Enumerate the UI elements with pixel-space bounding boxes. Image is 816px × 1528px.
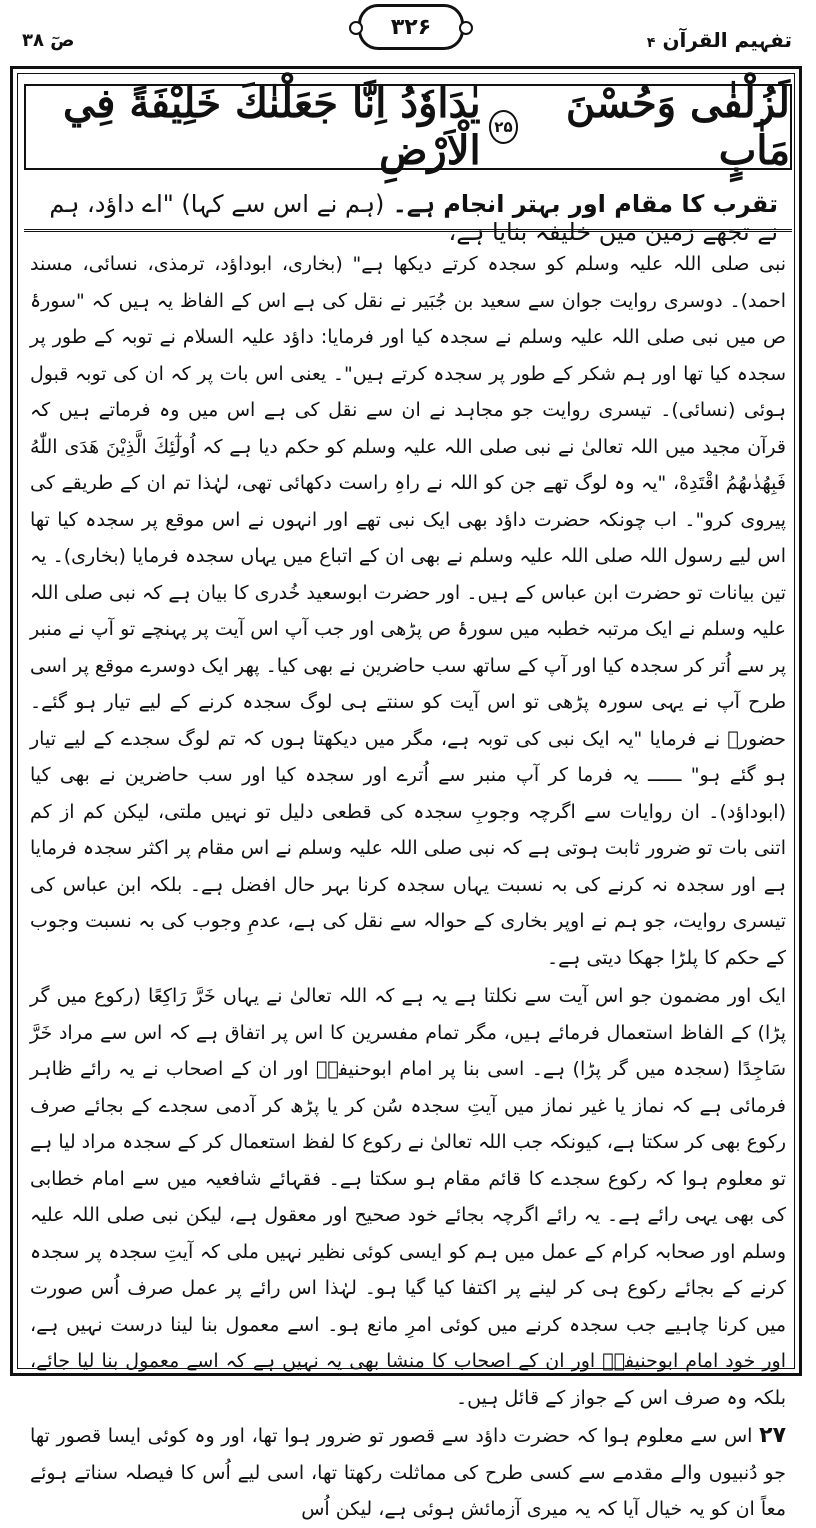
ayah-text-left: يٰدَاوٗدُ اِنَّا جَعَلْنٰكَ خَلِيْفَةً فِي الْاَرْضِ [62, 80, 481, 174]
surah-reference: صٓ ۳۸ [22, 30, 75, 51]
page-header [0, 0, 816, 70]
translation-text: تقرب کا مقام اور بہتر انجام ہے۔ [392, 190, 778, 218]
book-title [647, 28, 792, 52]
page-number: ۳۲۶ [358, 4, 464, 50]
translation-bracketed: (ہم نے اس سے کہا) "اے داؤد، ہم نے تجھے زمین میں خلیفہ بنایا ہے، [49, 190, 778, 246]
commentary-note [30, 1418, 786, 1528]
commentary-paragraph: اس سے معلوم ہوا کہ حضرت داؤد سے قصور تو ضرور ہوا تھا، اور وہ کوئی ایسا قصور تھا جو دُنبیوں والے مقدمے سے کسی طرح کی مماثلت رکھتا تھا، اسی لیے اُس کا فیصلہ سناتے ہوئے معاً ان کو یہ خیال آیا کہ یہ میری آزمائش ہوئی ہے، لیکن اُس [30, 1425, 786, 1520]
quran-ayah [24, 80, 792, 174]
book-title-text: تفہیم القرآن [662, 28, 792, 52]
volume-number: ۴ [646, 35, 656, 51]
ayah-number-marker: ۲۵ [489, 110, 519, 144]
translation-line [24, 184, 792, 246]
commentary-paragraph: نبی صلی اللہ علیہ وسلم کو سجدہ کرتے دیکھا ہے" (بخاری، ابوداؤد، ترمذی، نسائی، مسند احمد)۔ دوسری روایت جوان سے سعید بن جُبَیر نے نقل کی ہے اس کے الفاظ یہ ہیں کہ "سورۂ ص میں نبی صلی اللہ علیہ وسلم نے سجدہ کیا اور فرمایا: داؤد علیہ السلام نے توبہ کے طور پر سجدہ کیا تھا اور ہم شکر کے طور پر سجدہ کرتے ہیں"۔ یعنی اس بات پر کہ ان کی توبہ قبول ہوئی (نسائی)۔ تیسری روایت جو مجاہد نے ان سے نقل کی ہے اس میں وہ فرماتے ہیں کہ قرآن مجید میں اللہ تعالیٰ نے نبی صلی اللہ علیہ وسلم کو حکم دیا ہے کہ اُولٰٓئِكَ الَّذِيْنَ هَدَى اللّٰهُ فَبِهُدٰىهُمُ اقْتَدِهْ، "یہ وہ لوگ تھے جن کو اللہ نے راہِ راست دکھائی تھی، لہٰذا تم ان کے طریقے کی پیروی کرو"۔ اب چونکہ حضرت داؤد بھی ایک نبی تھے اور انہوں نے اس موقع پر سجدہ کیا تھا اس لیے رسول اللہ صلی اللہ علیہ وسلم نے بھی ان کے اتباع میں یہاں سجدہ فرمایا (بخاری)۔ یہ تین بیانات تو حضرت ابن عباس کے ہیں۔ اور حضرت ابوسعید خُدری کا بیان ہے کہ نبی صلی اللہ علیہ وسلم نے ایک مرتبہ خطبہ میں سورۂ ص پڑھی اور جب آپ اس آیت پر پہنچے تو آپ نے منبر پر سے اُتر کر سجدہ کیا اور آپ کے ساتھ سب حاضرین نے بھی کیا۔ پھر ایک دوسرے موقع پر اسی طرح آپ نے یہی سورہ پڑھی تو اس آیت کو سنتے ہی لوگ سجدہ کرنے کے لیے تیار ہو گئے۔ حضورؐ نے فرمایا "یہ ایک نبی کی توبہ ہے، مگر میں دیکھتا ہوں کہ تم لوگ سجدے کے لیے تیار ہو گئے ہو" ــــــ یہ فرما کر آپ منبر سے اُترے اور سجدہ کیا اور سب حاضرین نے بھی کیا (ابوداؤد)۔ ان روایات سے اگرچہ وجوبِ سجدہ کی قطعی دلیل تو نہیں ملتی، لیکن کم از کم اتنی بات تو ضرور ثابت ہوتی ہے کہ نبی صلی اللہ علیہ وسلم نے اس مقام پر اکثر سجدہ فرمایا ہے اور سجدہ نہ کرنے کی بہ نسبت یہاں سجدہ کرنا بہر حال افضل ہے۔ بلکہ ابن عباس کی تیسری روایت، جو ہم نے اوپر بخاری کے حوالہ سے نقل کی ہے، عدمِ وجوب کی بہ نسبت وجوب کے حکم کا پلڑا جھکا دیتی ہے۔ [30, 253, 786, 969]
footnote-number: ۲۷ [759, 1423, 786, 1448]
commentary-body [30, 246, 786, 1520]
ayah-text-right: لَزُلْفٰى وَحُسْنَ مَاٰبٍ [565, 80, 790, 174]
commentary-paragraph: ایک اور مضمون جو اس آیت سے نکلتا ہے یہ ہے کہ اللہ تعالیٰ نے یہاں خَرَّ رَاكِعًا (رکوع میں گر پڑا) کے الفاظ استعمال فرمائے ہیں، مگر تمام مفسرین کا اس پر اتفاق ہے کہ اس سے مراد خَرَّ سَاجِدًا (سجدہ میں گر پڑا) ہے۔ اسی بنا پر امام ابوحنیفہؒ اور ان کے اصحاب نے یہ رائے ظاہر فرمائی ہے کہ نماز یا غیر نماز میں آیتِ سجدہ سُن کر یا پڑھ کر آدمی سجدے کے بجائے صرف رکوع بھی کر سکتا ہے، کیونکہ جب اللہ تعالیٰ نے رکوع کا لفظ استعمال کر کے سجدہ مراد لیا ہے تو معلوم ہوا کہ رکوع سجدے کا قائم مقام ہو سکتا ہے۔ فقہائے شافعیہ میں سے امام خطابی کی بھی یہی رائے ہے۔ یہ رائے اگرچہ بجائے خود صحیح اور معقول ہے، لیکن نبی صلی اللہ علیہ وسلم اور صحابہ کرام کے عمل میں ہم کو ایسی کوئی نظیر نہیں ملی کہ آیتِ سجدہ پر سجدہ کرنے کے بجائے رکوع ہی کر لینے پر اکتفا کیا گیا ہو۔ لہٰذا اس رائے پر عمل صرف اُس صورت میں کرنا چاہیے جب سجدہ کرنے میں کوئی امرِ مانع ہو۔ اسے معمول بنا لینا درست نہیں ہے، اور خود امام ابوحنیفہؒ اور ان کے اصحاب کا منشا بھی یہ نہیں ہے کہ اسے معمول بنا لیا جائے، بلکہ وہ صرف اس کے جواز کے قائل ہیں۔ [30, 985, 786, 1409]
